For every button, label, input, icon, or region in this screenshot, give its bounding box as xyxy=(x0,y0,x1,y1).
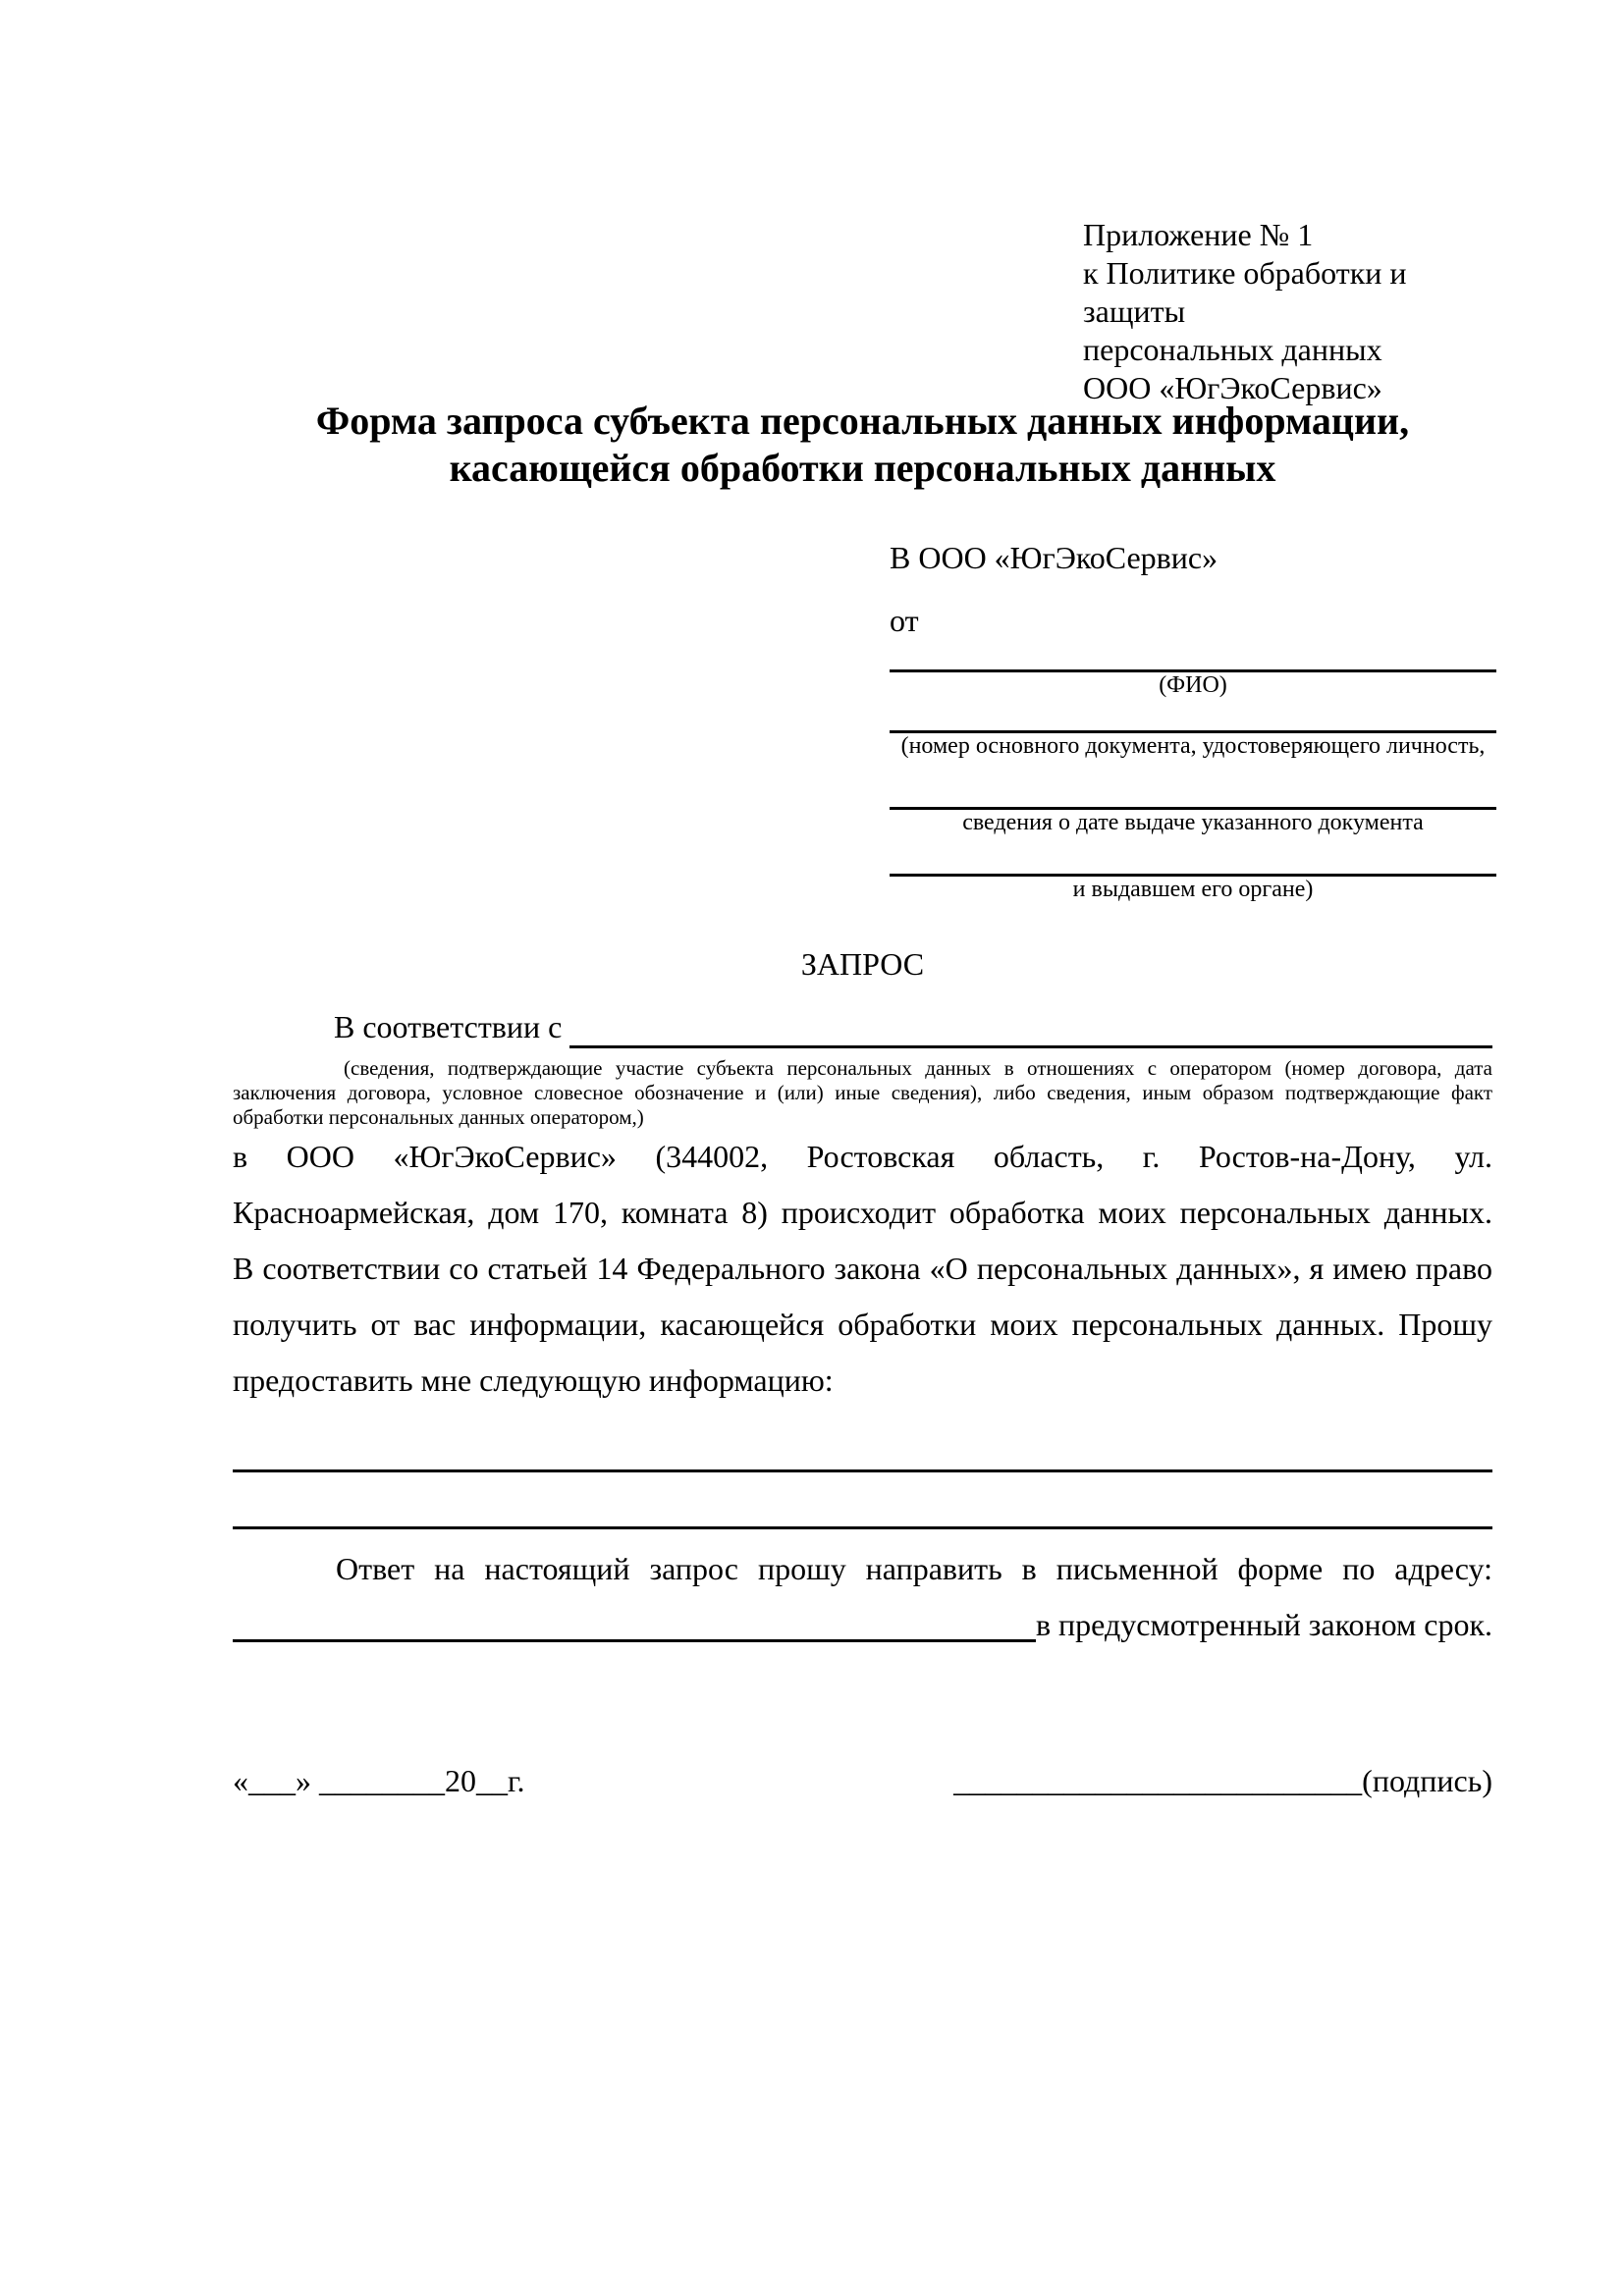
issue-date-caption: сведения о дате выдаче указанного документа xyxy=(962,810,1424,835)
issuing-authority-caption: и выдавшем его органе) xyxy=(1072,877,1314,902)
appendix-line: к Политике обработки и защиты xyxy=(1083,255,1407,329)
appendix-line: персональных данных xyxy=(1083,332,1382,367)
body-line: в ООО «ЮгЭкоСервис» (344002, Ростовская область, г. Ростов-на-Дону, ул. xyxy=(233,1139,1492,1174)
body-line: В соответствии со статьей 14 Федерального закона «О персональных данных», я имею право xyxy=(233,1251,1492,1286)
body-paragraph xyxy=(233,1129,1492,1409)
signature-row xyxy=(233,1753,1492,1809)
blank-fill-line-2 xyxy=(233,1526,1492,1529)
intro-lead-text: В соответствии с xyxy=(334,1009,570,1044)
page-title-line-2: касающейся обработки персональных данных xyxy=(449,446,1276,490)
signature-blank: __________________________(подпись) xyxy=(953,1763,1492,1798)
body-line: получить от вас информации, касающейся обработки моих персональных данных. Прошу xyxy=(233,1307,1492,1342)
addressee-to: В ООО «ЮгЭкоСервис» xyxy=(890,540,1218,575)
fio-caption: (ФИО) xyxy=(1159,672,1227,698)
response-deadline-text: в предусмотренный законом срок. xyxy=(1035,1607,1492,1642)
blank-fill-line-1 xyxy=(233,1469,1492,1472)
body-line: предоставить мне следующую информацию: xyxy=(233,1362,834,1398)
response-address-row xyxy=(233,1597,1492,1653)
appendix-line: ООО «ЮгЭкоСервис» xyxy=(1083,370,1382,405)
document-number-caption: (номер основного документа, удостоверяющего личность, xyxy=(900,733,1486,759)
appendix-line: Приложение № 1 xyxy=(1083,217,1314,252)
request-heading: ЗАПРОС xyxy=(800,946,925,982)
intro-fill-line xyxy=(569,1005,1492,1048)
address-fill-line xyxy=(233,1597,1036,1642)
footnote-line: (сведения, подтверждающие участие субъекта персональных данных в отношениях с оператором (номер договора, дата xyxy=(344,1056,1492,1080)
body-line: Красноармейская, дом 170, комната 8) происходит обработка моих персональных данных. xyxy=(233,1195,1492,1230)
footnote-block xyxy=(233,1056,1492,1130)
footnote-line: обработки персональных данных оператором,) xyxy=(233,1105,644,1129)
response-request-line: Ответ на настоящий запрос прошу направить в письменной форме по адресу: xyxy=(336,1551,1492,1586)
appendix-block xyxy=(1083,216,1505,407)
intro-row xyxy=(233,1005,1492,1048)
date-blank: «___» ________20__г. xyxy=(233,1763,525,1798)
addressee-block xyxy=(890,538,1496,903)
page-title-line-1: Форма запроса субъекта персональных данных информации, xyxy=(315,399,1410,443)
footnote-line: заключения договора, условное словесное обозначение и (или) иные сведения), либо сведения, иным образом подтверждающие факт xyxy=(233,1081,1492,1104)
page-title xyxy=(233,398,1492,492)
addressee-from-label: от xyxy=(890,603,919,638)
